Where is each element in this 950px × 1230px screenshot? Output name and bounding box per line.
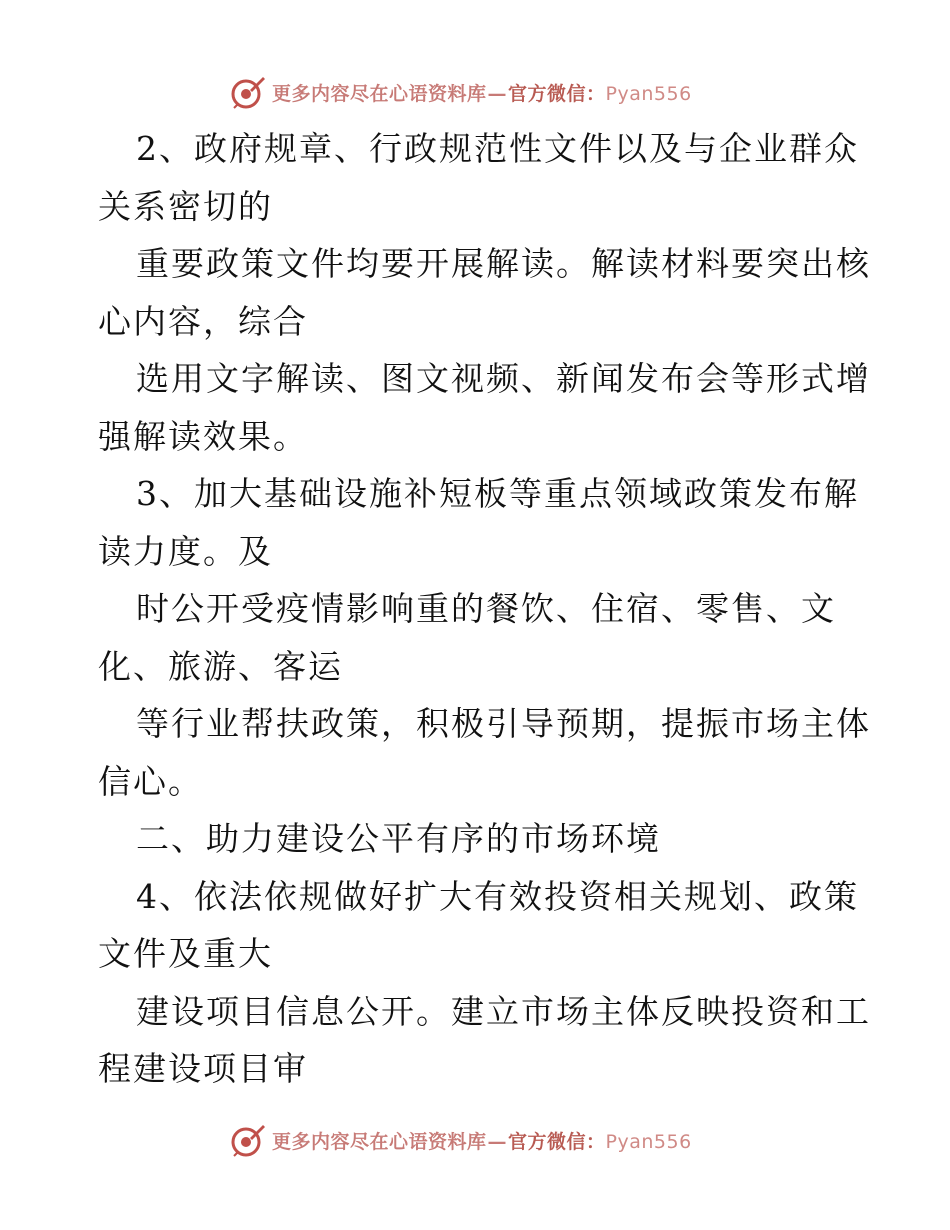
text-line: 心内容，综合 (98, 301, 308, 341)
text-line: 程建设项目审 (98, 1049, 308, 1088)
footer-contact-id: Pyan556 (605, 1130, 692, 1153)
footer-separator: — (487, 1130, 508, 1153)
text-line: 等行业帮扶政策，积极引导预期，提振市场主体 (136, 704, 871, 743)
text-line: 2、政府规章、行政规范性文件以及与企业群众 (136, 129, 859, 168)
footer-site-text: 更多内容尽在心语资料库 (272, 1130, 487, 1153)
section-heading: 二、助力建设公平有序的市场环境 (136, 819, 661, 858)
pen-logo-icon (230, 1122, 266, 1158)
header-contact-id: Pyan556 (605, 82, 692, 105)
header-watermark (230, 72, 730, 112)
text-line: 建设项目信息公开。建立市场主体反映投资和工 (136, 991, 871, 1031)
footer-contact-label: 官方微信： (508, 1130, 606, 1153)
text-line: 4、依法依规做好扩大有效投资相关规划、政策 (136, 876, 859, 916)
header-separator: — (487, 82, 508, 105)
text-line: 信心。 (98, 761, 203, 801)
text-line: 读力度。及 (98, 531, 273, 571)
header-contact-label: 官方微信： (508, 82, 606, 105)
footer-watermark (230, 1120, 730, 1160)
text-line: 时公开受疫情影响重的餐饮、住宿、零售、文 (136, 589, 836, 628)
text-line: 重要政策文件均要开展解读。解读材料要突出核 (136, 244, 871, 283)
text-line: 关系密切的 (98, 186, 273, 226)
text-line: 化、旅游、客运 (98, 646, 343, 686)
text-line: 强解读效果。 (98, 416, 308, 456)
text-line: 3、加大基础设施补短板等重点领域政策发布解 (136, 474, 859, 513)
pen-logo-icon (230, 74, 266, 110)
header-site-text: 更多内容尽在心语资料库 (272, 82, 487, 105)
text-line: 文件及重大 (98, 934, 273, 973)
document-body (98, 120, 871, 1098)
text-line: 选用文字解读、图文视频、新闻发布会等形式增 (136, 359, 871, 398)
